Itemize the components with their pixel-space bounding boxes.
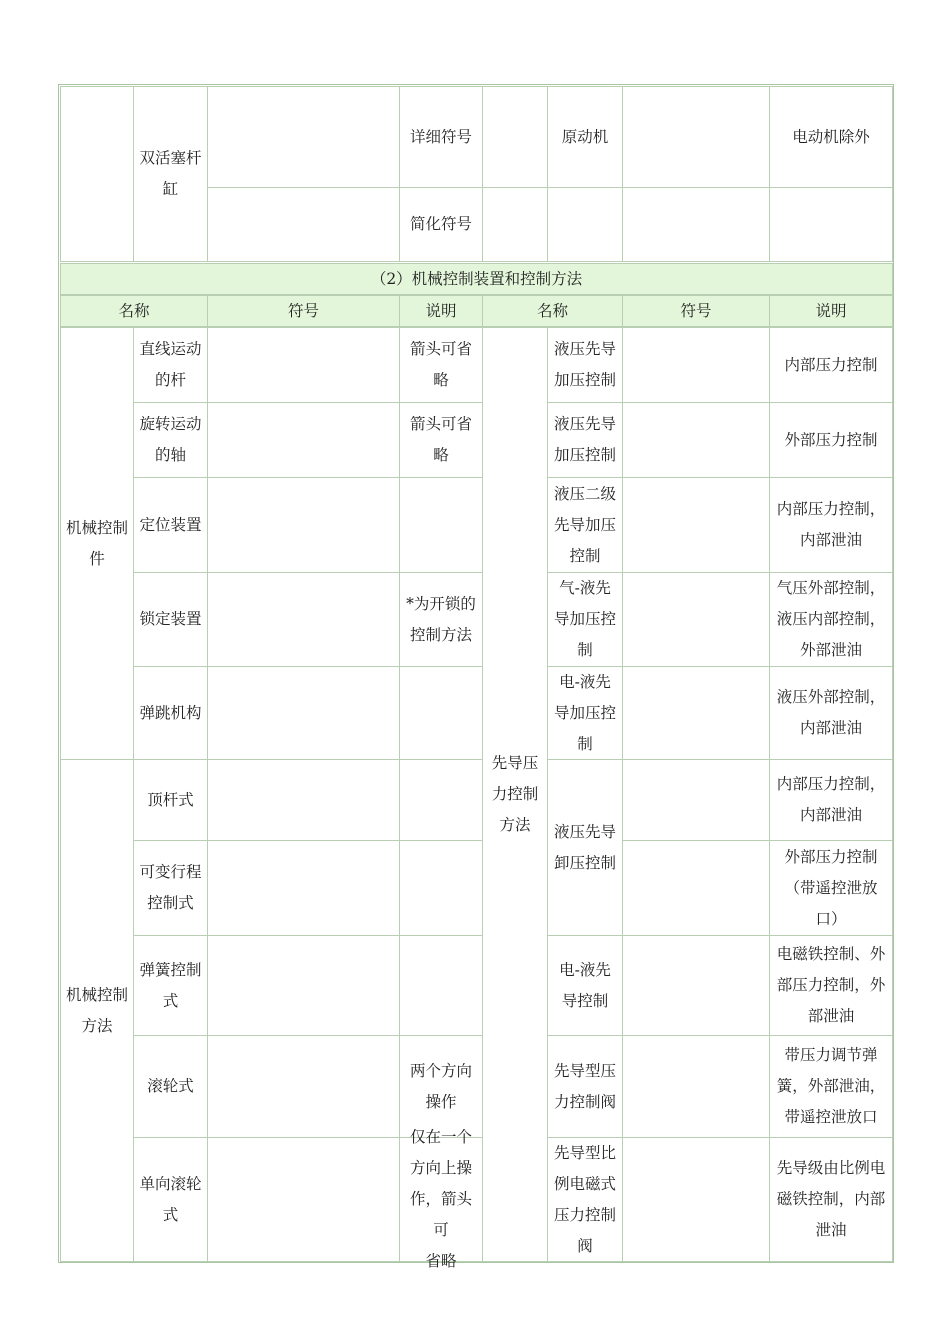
left-item-symbol [207,840,400,936]
desc-simplified-symbol: 简化符号 [399,187,483,262]
group-pilot-pressure-control-methods: 先导压 力控制 方法 [482,327,548,1262]
right-item-name: 液压二级 先导加压 控制 [547,477,623,573]
empty-cell [547,187,623,262]
right-item-symbol [622,1035,770,1138]
right-item-symbol [622,477,770,573]
right-item-name: 液压先导 卸压控制 [547,759,623,936]
left-item-name: 直线运动 的杆 [133,327,208,403]
right-item-name: 先导型压 力控制阀 [547,1035,623,1138]
group-mechanical-control-methods: 机械控制 方法 [60,759,134,1262]
right-item-symbol [622,327,770,403]
desc-detailed-symbol: 详细符号 [399,86,483,188]
left-item-desc [399,759,483,841]
left-item-name: 弹跳机构 [133,666,208,760]
right-item-desc: 带压力调节弹 簧，外部泄油， 带遥控泄放口 [769,1035,893,1138]
item-name-prime-mover: 原动机 [547,86,623,188]
symbol-cell [207,187,400,262]
left-item-name: 定位装置 [133,477,208,573]
right-item-symbol [622,935,770,1036]
left-item-name: 弹簧控制 式 [133,935,208,1036]
item-name-double-rod-cylinder: 双活塞杆 缸 [133,86,208,262]
right-item-desc: 外部压力控制 [769,402,893,478]
left-item-name: 锁定装置 [133,572,208,667]
right-item-desc: 外部压力控制 （带遥控泄放 口） [769,840,893,936]
header-description: 说明 [399,295,483,327]
left-item-symbol [207,402,400,478]
empty-cell [60,86,134,262]
left-item-name: 旋转运动 的轴 [133,402,208,478]
left-item-symbol [207,1137,400,1262]
empty-cell [482,187,548,262]
left-item-name: 滚轮式 [133,1035,208,1138]
left-item-name: 顶杆式 [133,759,208,841]
left-item-desc [399,840,483,936]
left-item-symbol [207,477,400,573]
header-symbol: 符号 [622,295,770,327]
left-item-desc: 箭头可省 略 [399,402,483,478]
empty-cell [482,86,548,188]
group-mechanical-control-parts: 机械控制 件 [60,327,134,760]
right-item-name: 液压先导 加压控制 [547,402,623,478]
header-name: 名称 [60,295,208,327]
symbol-cell [622,187,770,262]
right-item-desc: 内部压力控制 [769,327,893,403]
left-item-desc: *为开锁的 控制方法 [399,572,483,667]
right-item-desc: 内部压力控制， 内部泄油 [769,477,893,573]
right-item-symbol [622,666,770,760]
right-item-name: 电-液先 导控制 [547,935,623,1036]
section-title: （2）机械控制装置和控制方法 [60,263,893,295]
right-item-desc: 电磁铁控制、外 部压力控制，外 部泄油 [769,935,893,1036]
symbol-cell [207,86,400,188]
left-item-desc: 两个方向 操作 [399,1035,483,1138]
left-item-symbol [207,1035,400,1138]
left-item-name: 可变行程 控制式 [133,840,208,936]
header-name: 名称 [482,295,623,327]
left-item-desc [399,935,483,1036]
right-item-symbol [622,840,770,936]
left-item-symbol [207,666,400,760]
header-symbol: 符号 [207,295,400,327]
left-item-symbol [207,935,400,1036]
empty-cell [769,187,893,262]
right-item-desc: 气压外部控制， 液压内部控制， 外部泄油 [769,572,893,667]
left-item-symbol [207,327,400,403]
header-description: 说明 [769,295,893,327]
right-item-desc: 先导级由比例电 磁铁控制，内部 泄油 [769,1137,893,1262]
right-item-name: 液压先导 加压控制 [547,327,623,403]
left-item-symbol [207,572,400,667]
left-item-symbol [207,759,400,841]
symbol-cell [622,86,770,188]
right-item-symbol [622,1137,770,1262]
left-item-desc: 仅在一个 方向上操 作，箭头可 省略 [399,1137,483,1262]
desc-except-motor: 电动机除外 [769,86,893,188]
right-item-name: 气-液先 导加压控 制 [547,572,623,667]
left-item-desc: 箭头可省 略 [399,327,483,403]
left-item-desc [399,477,483,573]
left-item-name: 单向滚轮 式 [133,1137,208,1262]
right-item-name: 电-液先 导加压控 制 [547,666,623,760]
right-item-symbol [622,759,770,841]
left-item-desc [399,666,483,760]
right-item-symbol [622,572,770,667]
right-item-symbol [622,402,770,478]
right-item-desc: 液压外部控制， 内部泄油 [769,666,893,760]
right-item-name: 先导型比 例电磁式 压力控制 阀 [547,1137,623,1262]
right-item-desc: 内部压力控制， 内部泄油 [769,759,893,841]
